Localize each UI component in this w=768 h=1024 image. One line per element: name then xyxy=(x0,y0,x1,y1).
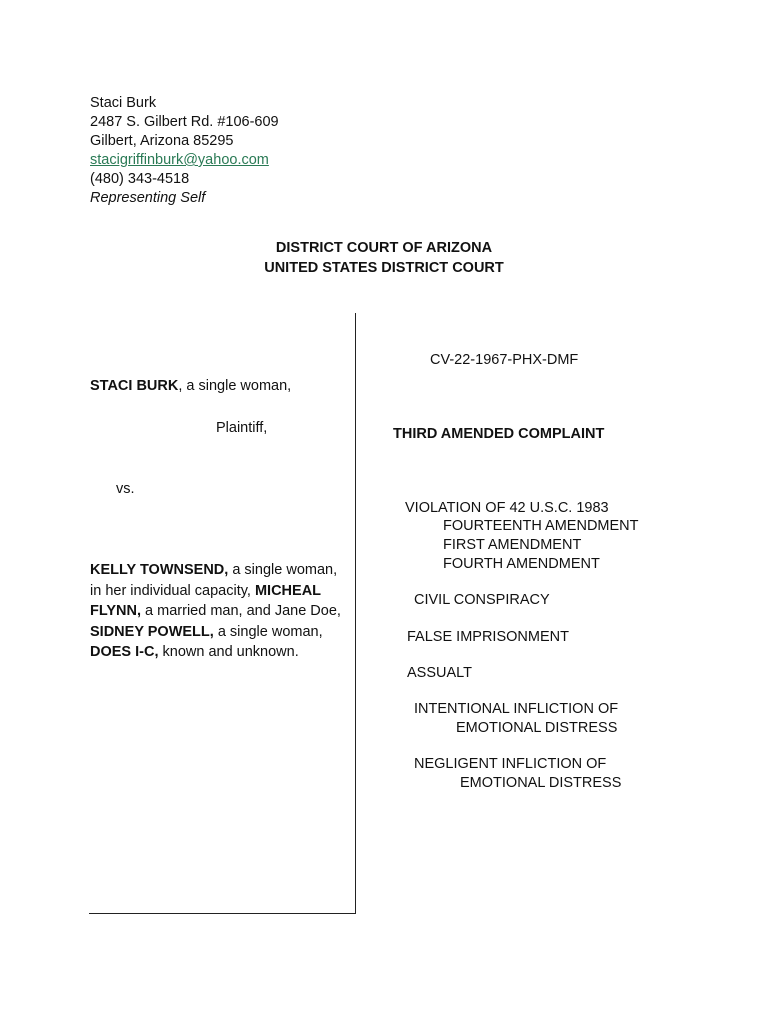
sender-email-link[interactable]: stacigriffinburk@yahoo.com xyxy=(90,152,269,168)
claim-fourteenth-amendment: FOURTEENTH AMENDMENT xyxy=(443,518,639,534)
claim-first-amendment: FIRST AMENDMENT xyxy=(443,537,582,553)
claim-nied-line1: NEGLIGENT INFLICTION OF xyxy=(414,756,607,772)
defendant-flynn-description: a married man, and Jane Doe, xyxy=(141,603,341,619)
claim-civil-conspiracy: CIVIL CONSPIRACY xyxy=(414,592,550,608)
defendant-townsend-capacity: in her individual capacity, xyxy=(90,582,255,599)
plaintiff-line xyxy=(90,377,291,396)
sender-address-line2: Gilbert, Arizona 85295 xyxy=(90,133,234,149)
defendant-does-name: DOES I-C, xyxy=(90,644,159,660)
caption-vertical-divider xyxy=(355,313,356,914)
court-heading xyxy=(0,238,768,278)
claim-iied-line1: INTENTIONAL INFLICTION OF xyxy=(414,701,619,717)
defendant-line-1 xyxy=(90,560,341,581)
defendant-line-2 xyxy=(90,581,341,602)
caption-bottom-divider xyxy=(89,913,356,914)
claim-fourth-amendment: FOURTH AMENDMENT xyxy=(443,556,600,572)
defendant-townsend-description: a single woman, xyxy=(228,562,338,578)
sender-role: Representing Self xyxy=(90,190,206,206)
defendant-line-3 xyxy=(90,601,341,622)
case-number: CV-22-1967-PHX-DMF xyxy=(430,352,579,368)
claim-false-imprisonment: FALSE IMPRISONMENT xyxy=(407,629,569,645)
claim-assault: ASSUALT xyxy=(407,665,473,681)
court-line1: DISTRICT COURT OF ARIZONA xyxy=(275,240,493,256)
versus-label: vs. xyxy=(116,481,135,497)
defendant-does-description: known and unknown. xyxy=(158,644,299,660)
defendant-townsend-name: KELLY TOWNSEND, xyxy=(90,562,229,578)
sender-block xyxy=(90,94,279,208)
defendants-block xyxy=(90,560,341,663)
complaint-title: THIRD AMENDED COMPLAINT xyxy=(393,426,605,442)
claim-nied-line2: EMOTIONAL DISTRESS xyxy=(460,775,622,791)
sender-address-line1: 2487 S. Gilbert Rd. #106-609 xyxy=(90,114,279,130)
defendant-flynn-name-a: MICHEAL xyxy=(254,582,322,599)
sender-name: Staci Burk xyxy=(90,95,157,111)
court-line2: UNITED STATES DISTRICT COURT xyxy=(264,260,504,276)
claim-violation: VIOLATION OF 42 U.S.C. 1983 xyxy=(405,500,609,516)
claim-iied-line2: EMOTIONAL DISTRESS xyxy=(456,720,618,736)
sender-phone: (480) 343-4518 xyxy=(90,171,190,187)
defendant-powell-description: a single woman, xyxy=(213,623,323,640)
defendant-powell-name: SIDNEY POWELL, xyxy=(90,623,214,640)
plaintiff-label: Plaintiff, xyxy=(216,420,268,436)
plaintiff-name: STACI BURK xyxy=(90,378,179,394)
plaintiff-description: , a single woman, xyxy=(178,378,292,394)
defendant-line-4 xyxy=(90,622,341,643)
defendant-line-5 xyxy=(90,642,341,663)
defendant-flynn-name-b: FLYNN, xyxy=(90,603,142,619)
